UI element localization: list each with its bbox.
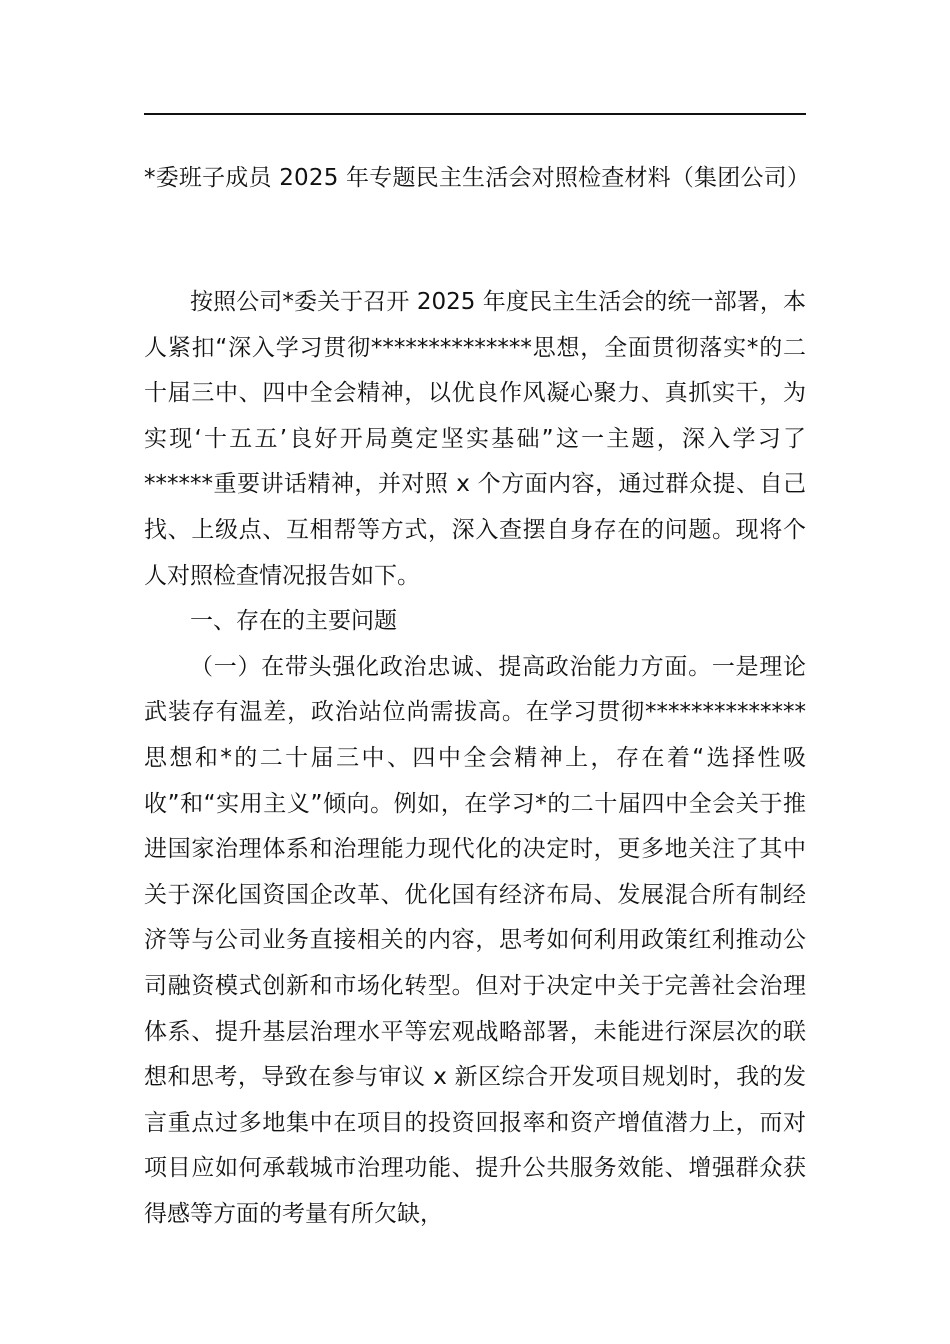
document-body	[144, 280, 806, 1237]
header-rule	[144, 113, 806, 115]
document-title: *委班子成员 2025 年专题民主生活会对照检查材料（集团公司）	[144, 165, 811, 191]
section-heading: 一、存在的主要问题	[190, 608, 397, 635]
section-item-paragraph: （一）在带头强化政治忠诚、提高政治能力方面。一是理论武装存有温差，政治站位尚需拔高。在学习贯彻**************思想和*的二十届三中、四中全会精神上，存在着“选择性吸收”和“实用主义”倾向。例如，在学习*的二十届四中全会关于推进国家治理体系和治理能力现代化的决定时，更多地关注了其中关于深化国资国企改革、优化国有经济布局、发展混合所有制经济等与公司业务直接相关的内容，思考如何利用政策红利推动公司融资模式创新和市场化转型。但对于决定中关于完善社会治理体系、提升基层治理水平等宏观战略部署，未能进行深层次的联想和思考，导致在参与审议 x 新区综合开发项目规划时，我的发言重点过多地集中在项目的投资回报率和资产增值潜力上，而对项目应如何承载城市治理功能、提升公共服务效能、增强群众获得感等方面的考量有所欠缺，	[144, 653, 806, 1227]
intro-paragraph: 按照公司*委关于召开 2025 年度民主生活会的统一部署，本人紧扣“深入学习贯彻**************思想，全面贯彻落实*的二十届三中、四中全会精神，以优良作风凝心聚力、真抓实干，为实现‘十五五’良好开局奠定坚实基础”这一主题，深入学习了******重要讲话精神，并对照 x 个方面内容，通过群众提、自己找、上级点、互相帮等方式，深入查摆自身存在的问题。现将个人对照检查情况报告如下。	[144, 289, 806, 589]
